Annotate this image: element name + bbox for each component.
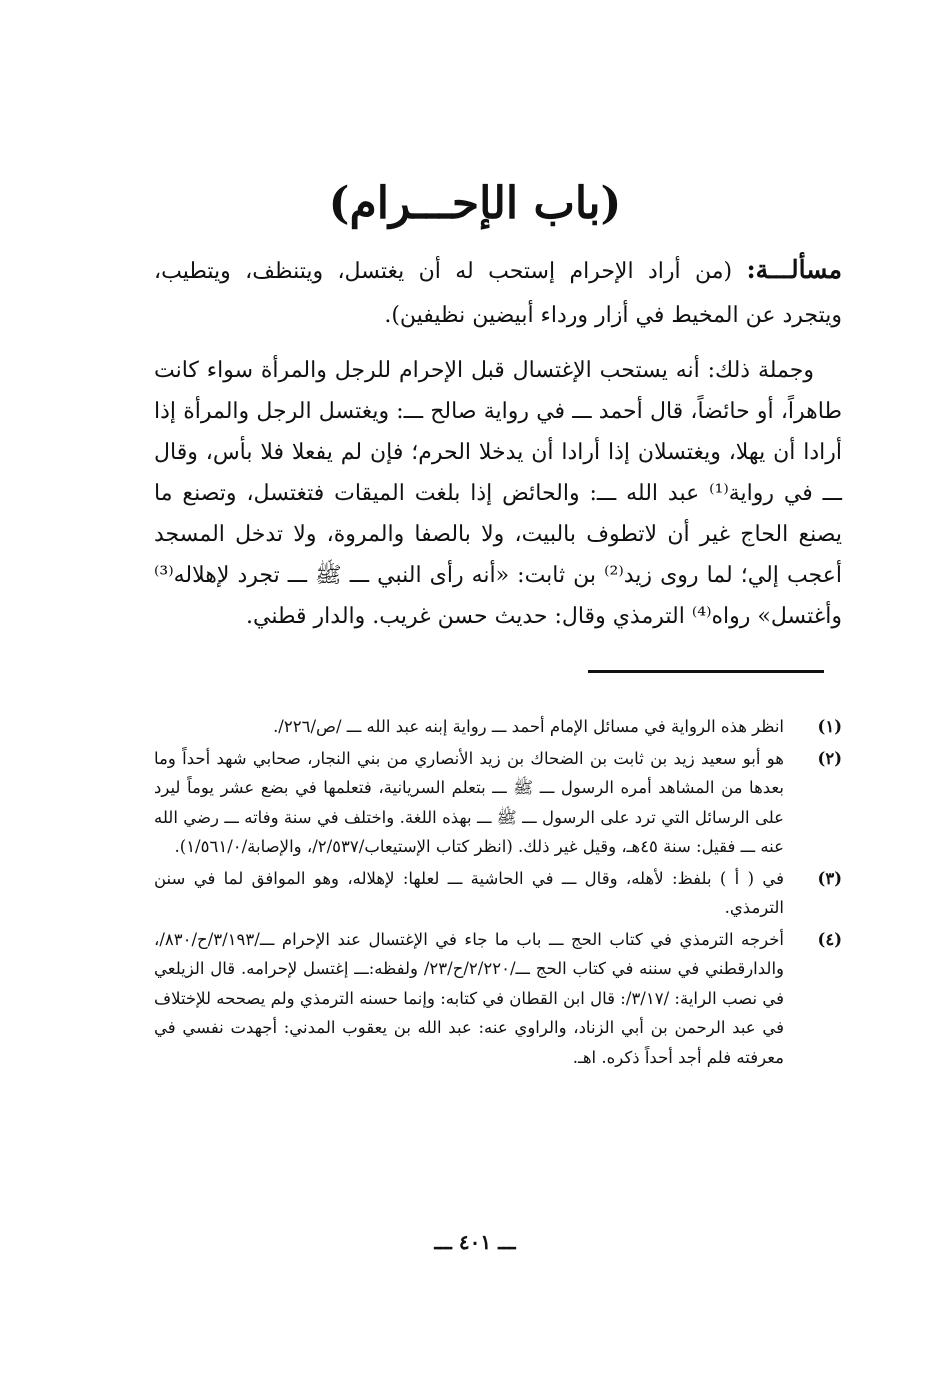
footnote-4: [154, 925, 842, 1073]
commentary-section: [154, 350, 842, 637]
footnote-number: (٤): [817, 929, 842, 949]
footnote-number: (٢): [817, 748, 842, 768]
footnote-2: [154, 744, 842, 862]
masala-statement: [154, 248, 842, 338]
footnote-1: [154, 712, 842, 742]
chapter-title: (باب الإحـــرام): [328, 178, 622, 229]
page-number: ـــ ٤٠١ ـــ: [434, 1230, 516, 1254]
footnote-separator: [588, 670, 824, 673]
masala-text: (من أراد الإحرام إستحب له أن يغتسل، ويتنظف، ويتطيب، ويتجرد عن المخيط في أزار ورداء أبيضين نظيفين).: [154, 259, 842, 328]
footnotes-list: [154, 712, 842, 1074]
footnote-3: [154, 864, 842, 923]
commentary-paragraph: وجملة ذلك: أنه يستحب الإغتسال قبل الإحرام للرجل والمرأة سواء كانت طاهراً، أو حائضاً، قال أحمد ـــ في رواية صالح ـــ: ويغتسل الرجل والمرأة إذا أرادا أن يهلا، ويغتسلان إذا أرادا أن يدخلا الحرم؛ فإن لم يفعلا فلا بأس، وقال ـــ في رواية⁽¹⁾ عبد الله ـــ: والحائض إذا بلغت الميقات فتغتسل، وتصنع ما يصنع الحاج غير أن لاتطوف بالبيت، ولا بالصفا والمروة، ولا تدخل المسجد أعجب إلي؛ لما روى زيد⁽²⁾ بن ثابت: «أنه رأى النبي ـــ ﷺ ـــ تجرد لإهلاله⁽³⁾ وأغتسل» رواه⁽⁴⁾ الترمذي وقال: حديث حسن غريب. والدار قطني.: [154, 358, 842, 629]
footnote-text: هو أبو سعيد زيد بن ثابت بن الضحاك بن زيد الأنصاري من بني النجار، صحابي شهد أحداً وما بعدها من المشاهد أمره الرسول ـــ ﷺ ـــ بتعلم السريانية، فتعلمها في بضع عشر يوماً ليرد على الرسائل التي ترد على الرسول ـــ ﷺ ـــ بهذه اللغة. واختلف في سنة وفاته ـــ رضي الله عنه ـــ فقيل: سنة ٤٥هـ، وقيل غير ذلك. (انظر كتاب الإستيعاب/٢/٥٣٧/، والإصابة/١/٥٦١/٠).: [154, 748, 784, 856]
footnote-number: (١): [817, 717, 842, 736]
footnote-number: (٣): [817, 868, 842, 888]
footnote-text: أخرجه الترمذي في كتاب الحج ـــ باب ما جاء في الإغتسال عند الإحرام ـــ/٣/١٩٣/ح/٨٣٠/، والدارقطني في سننه في كتاب الحج ـــ/٢/٢٢٠/ح/٢٣/ ولفظه:ـــ إغتسل لإحرامه. قال الزيلعي في نصب الراية: /٣/١٧/: قال ابن القطان في كتابه: وإنما حسنه الترمذي ولم يصححه للإختلاف في عبد الرحمن بن أبي الزناد، والراوي عنه: عبد الله بن يعقوب المدني: أجهدت نفسي في معرفته فلم أجد أحداً ذكره. اهـ.: [154, 929, 784, 1067]
footnote-text: في ( أ ) بلفظ: لأهله، وقال ـــ في الحاشية ـــ لعلها: لإهلاله، وهو الموافق لما في سنن الترمذي.: [154, 868, 784, 917]
masala-label: مسألـــة:: [746, 255, 842, 284]
footnote-text: انظر هذه الرواية في مسائل الإمام أحمد ـــ رواية إبنه عبد الله ـــ /ص/٢٢٦/.: [273, 717, 784, 736]
